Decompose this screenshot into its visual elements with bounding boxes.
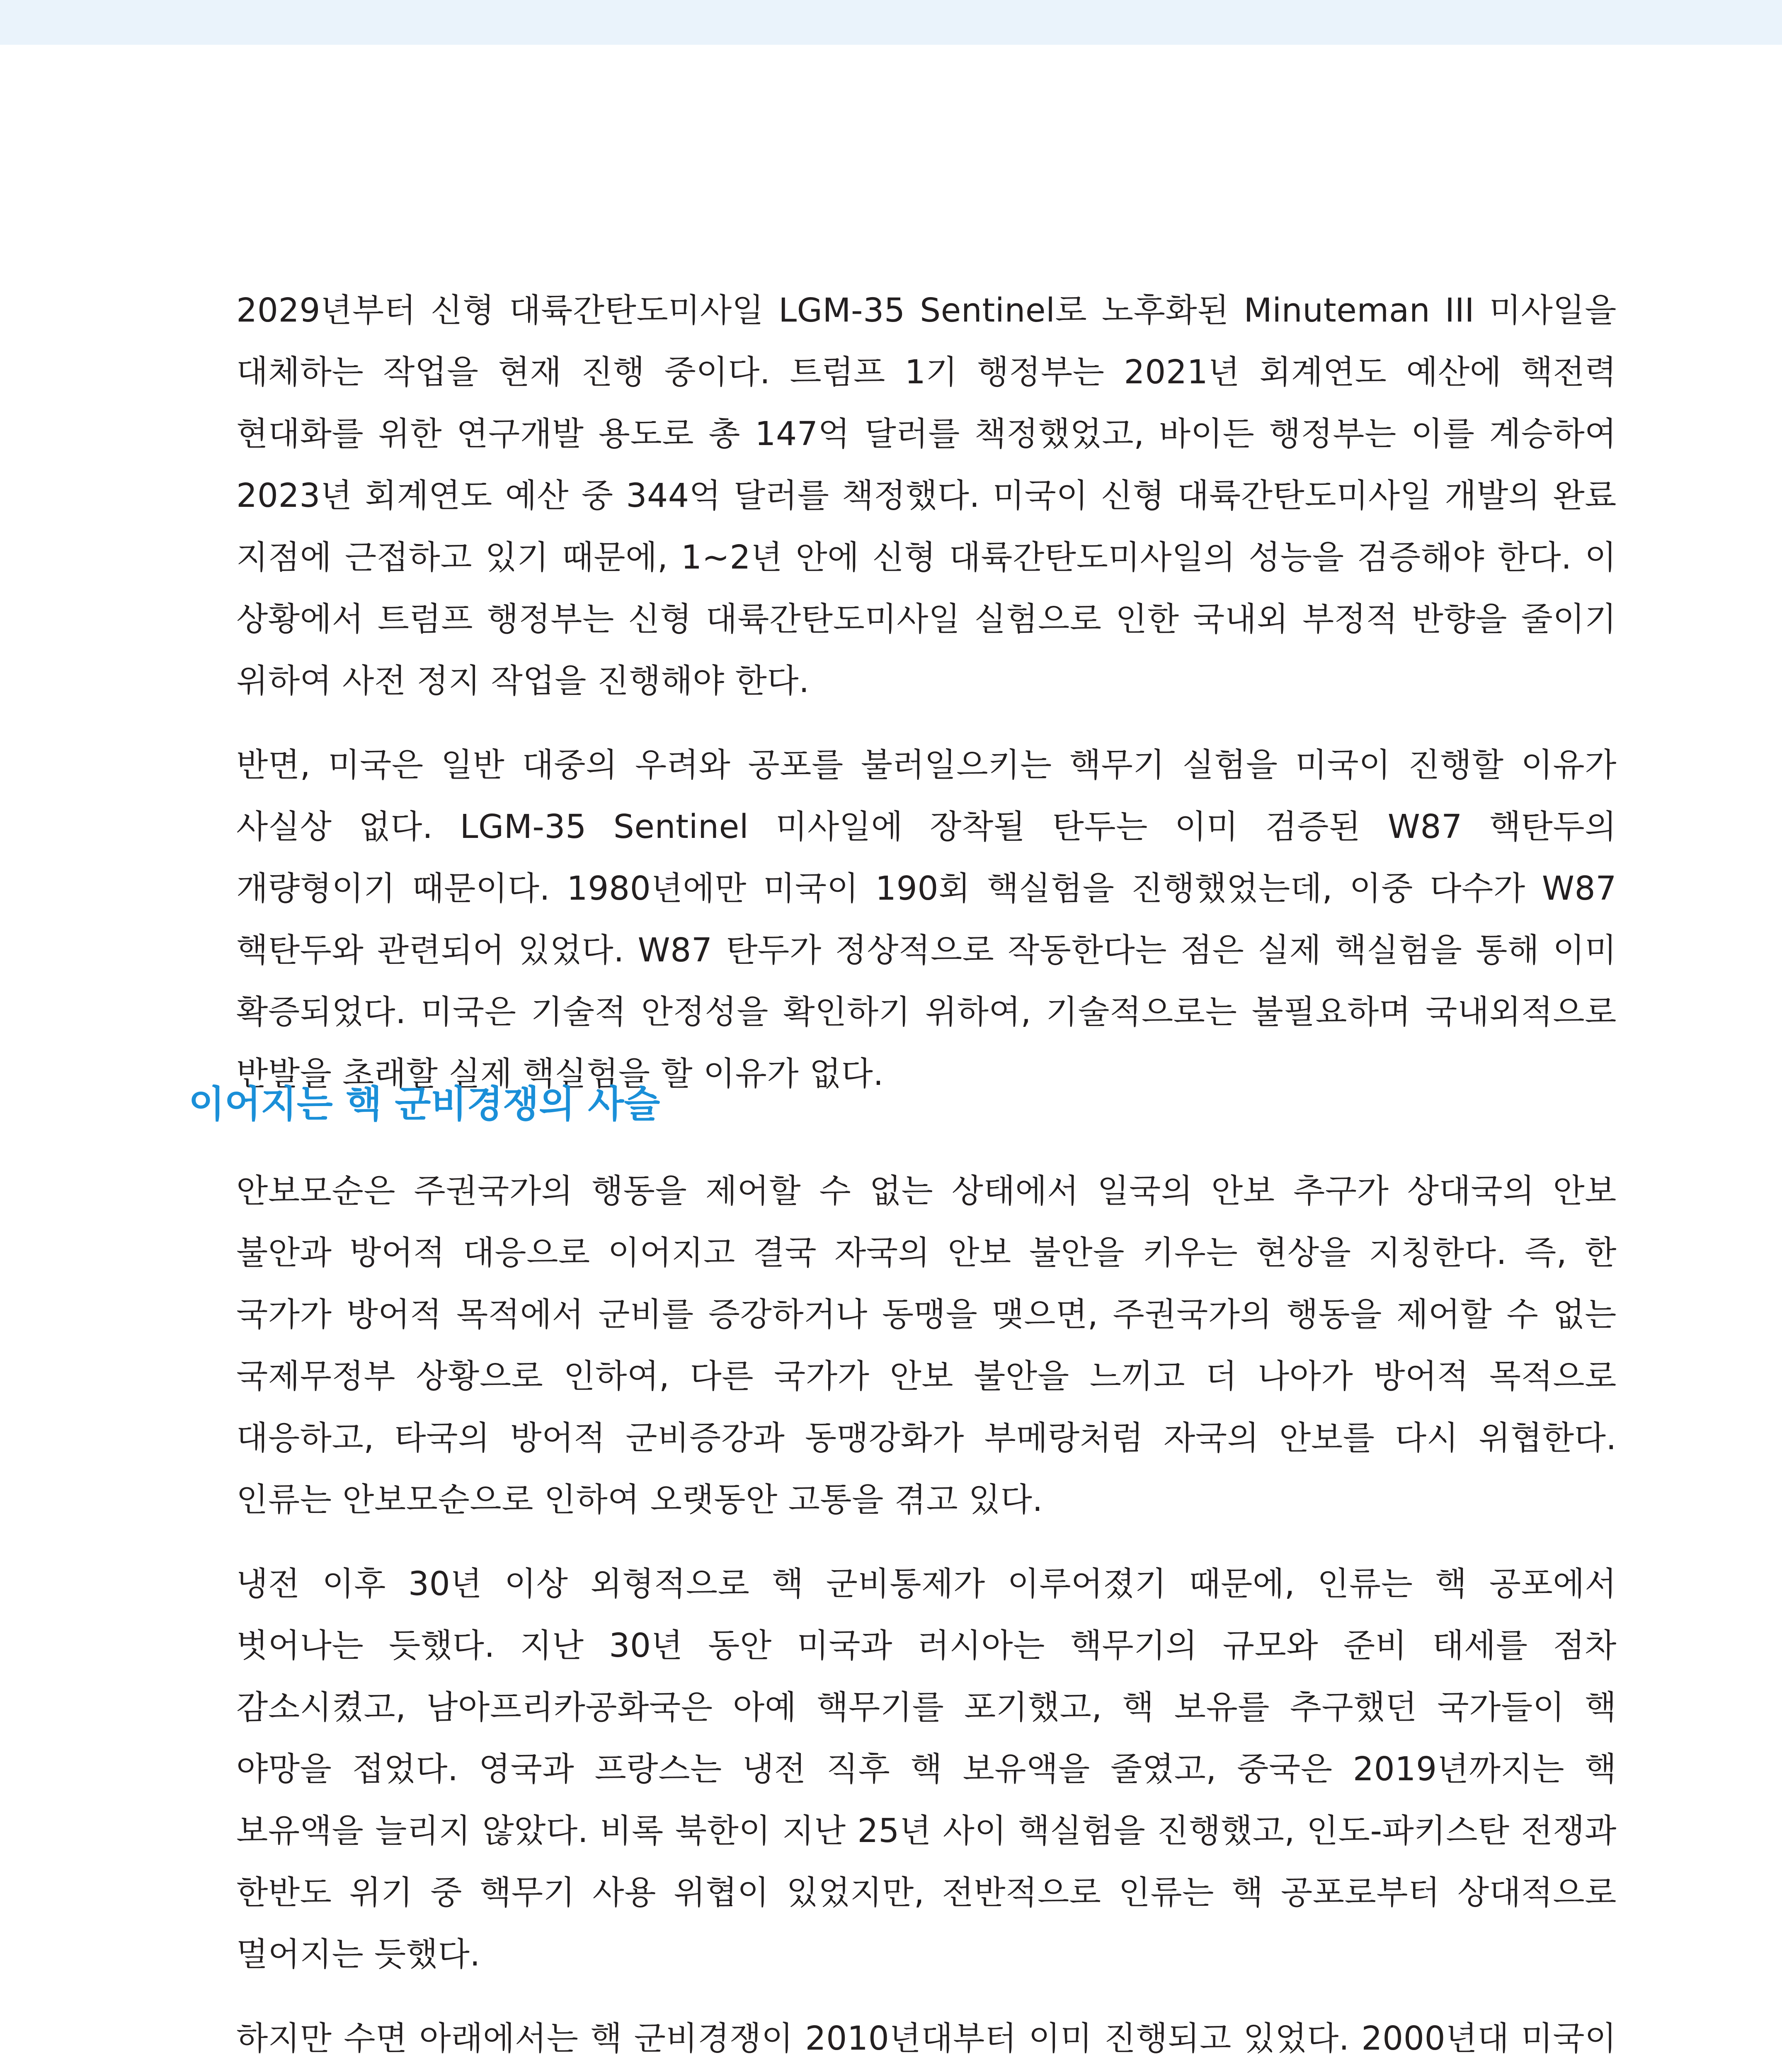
paragraph: 반면, 미국은 일반 대중의 우려와 공포를 불러일으키는 핵무기 실험을 미국이 진행할 이유가 사실상 없다. LGM-35 Sentinel 미사일에 장착될 탄두는 이미 검증된 W87 핵탄두의 개량형이기 때문이다. 1980년에만 미국이 190회 핵실험을 진행했었는데, 이중 다수가 W87 핵탄두와 관련되어 있었다. W87 탄두가 정상적으로 작동한다는 점은 실제 핵실험을 통해 이미 확증되었다. 미국은 기술적 안정성을 확인하기 위하여, 기술적으로는 불필요하며 국내외적으로 반발을 초래할 실제 핵실험을 할 이유가 없다. <box>236 746 1617 1093</box>
paragraph: 냉전 이후 30년 이상 외형적으로 핵 군비통제가 이루어졌기 때문에, 인류는 핵 공포에서 벗어나는 듯했다. 지난 30년 동안 미국과 러시아는 핵무기의 규모와 준비 태세를 점차 감소시켰고, 남아프리카공화국은 아예 핵무기를 포기했고, 핵 보유를 추구했던 국가들이 핵 야망을 접었다. 영국과 프랑스는 냉전 직후 핵 보유액을 줄였고, 중국은 2019년까지는 핵 보유액을 늘리지 않았다. 비록 북한이 지난 25년 사이 핵실험을 진행했고, 인도-파키스탄 전쟁과 한반도 위기 중 핵무기 사용 위협이 있었지만, 전반적으로 인류는 핵 공포로부터 상대적으로 멀어지는 듯했다. <box>236 1565 1617 1973</box>
paragraph: 안보모순은 주권국가의 행동을 제어할 수 없는 상태에서 일국의 안보 추구가 상대국의 안보 불안과 방어적 대응으로 이어지고 결국 자국의 안보 불안을 키우는 현상을 지칭한다. 즉, 한 국가가 방어적 목적에서 군비를 증강하거나 동맹을 맺으면, 주권국가의 행동을 제어할 수 없는 국제무정부 상황으로 인하여, 다른 국가가 안보 불안을 느끼고 더 나아가 방어적 목적으로 대응하고, 타국의 방어적 군비증강과 동맹강화가 부메랑처럼 자국의 안보를 다시 위협한다. 인류는 안보모순으로 인하여 오랫동안 고통을 겪고 있다. <box>236 1172 1617 1519</box>
paragraph: 하지만 수면 아래에서는 핵 군비경쟁이 2010년대부터 이미 진행되고 있었다. 2000년대 미국이 <box>236 2019 1617 2057</box>
section-heading: 이어지는 핵 군비경쟁의 사슬 <box>189 1082 660 1126</box>
header-band <box>0 0 1782 45</box>
section-1 <box>236 280 1617 1127</box>
paragraph: 2029년부터 신형 대륙간탄도미사일 LGM-35 Sentinel로 노후화된 Minuteman III 미사일을 대체하는 작업을 현재 진행 중이다. 트럼프 1기 행정부는 2021년 회계연도 예산에 핵전력 현대화를 위한 연구개발 용도로 총 147억 달러를 책정했었고, 바이든 행정부는 이를 계승하여 2023년 회계연도 예산 중 344억 달러를 책정했다. 미국이 신형 대륙간탄도미사일 개발의 완료 지점에 근접하고 있기 때문에, 1~2년 안에 신형 대륙간탄도미사일의 성능을 검증해야 한다. 이 상황에서 트럼프 행정부는 신형 대륙간탄도미사일 실험으로 인한 국내외 부정적 반향을 줄이기 위하여 사전 정지 작업을 진행해야 한다. <box>236 291 1617 700</box>
section-2 <box>236 1160 1617 2072</box>
